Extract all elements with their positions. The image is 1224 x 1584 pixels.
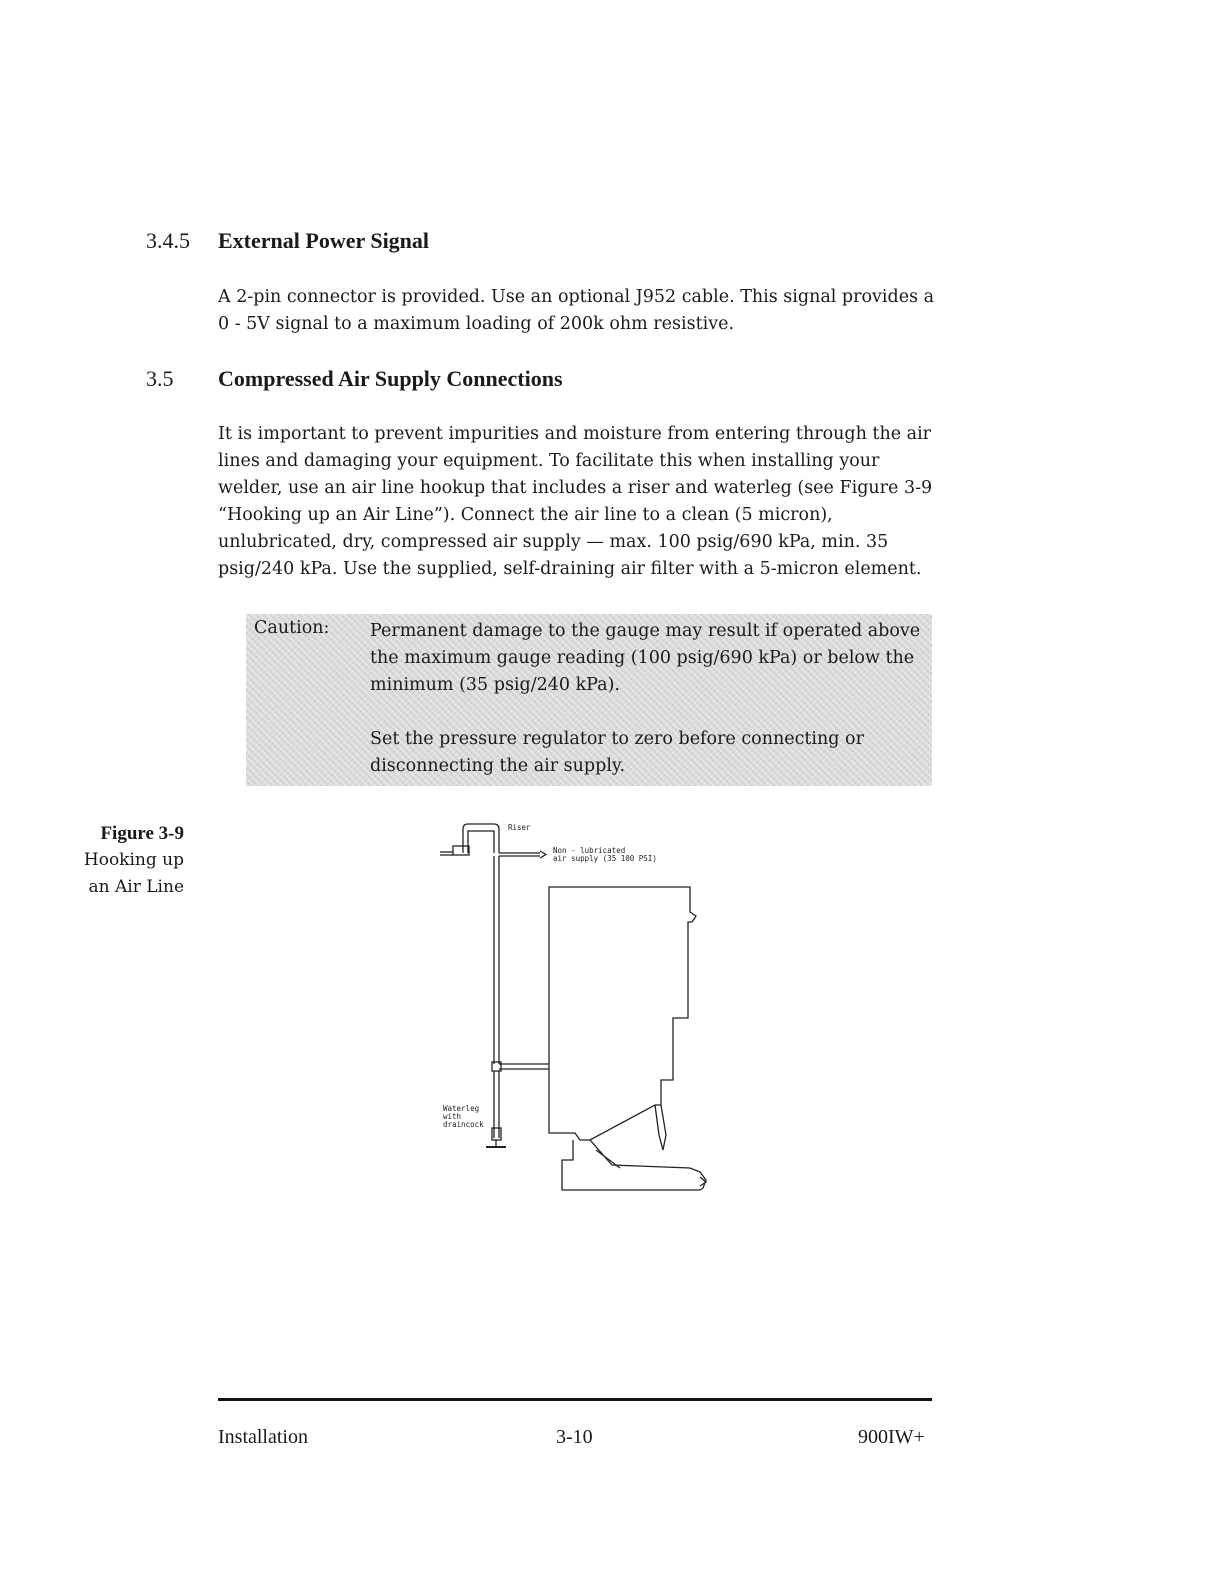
footer-chapter: Installation bbox=[218, 1426, 308, 1448]
waterleg-label: Waterleg bbox=[443, 1104, 480, 1113]
waterleg-label: draincock bbox=[443, 1120, 484, 1129]
figure-caption-line: an Air Line bbox=[88, 877, 184, 897]
section-number: 3.5 bbox=[146, 366, 174, 391]
riser-label: Riser bbox=[508, 823, 531, 832]
section-body: It is important to prevent impurities and moisture from entering through the air lines and damaging your equipment. To facilitate this when installing your welder, use an air line hookup that includes a riser and waterleg (see Figure 3-9 “Hooking up an Air Line”). Connect the air line to a clean (5 micron), unlubricated, dry, compressed air supply — max. 100 psig/690 kPa, min. 35 psig/240 kPa. Use the supplied, self-draining air filter with a 5-micron element. bbox=[218, 424, 933, 579]
figure-caption bbox=[84, 820, 184, 901]
page-number: 3-10 bbox=[556, 1426, 593, 1448]
supply-label: air supply (35 100 PSI) bbox=[553, 854, 657, 863]
caution-paragraph: Permanent damage to the gauge may result if operated above the maximum gauge reading (100 psig/690 kPa) or below the minimum (35 psig/240 kPa). bbox=[370, 621, 921, 695]
section-number: 3.4.5 bbox=[146, 228, 190, 253]
figure-number: Figure 3-9 bbox=[100, 823, 184, 844]
section-title: External Power Signal bbox=[218, 228, 430, 253]
caution-box bbox=[246, 614, 932, 786]
caution-paragraph: Set the pressure regulator to zero before connecting or disconnecting the air supply. bbox=[370, 729, 864, 776]
caution-label: Caution: bbox=[254, 618, 330, 638]
section-body: A 2-pin connector is provided. Use an optional J952 cable. This signal provides a 0 - 5V signal to a maximum loading of 200k ohm resistive. bbox=[218, 287, 935, 334]
waterleg-label: with bbox=[443, 1112, 462, 1121]
section-title: Compressed Air Supply Connections bbox=[218, 366, 563, 391]
footer-rule bbox=[218, 1398, 932, 1401]
welder-outline bbox=[549, 887, 696, 1140]
product-name: 900IW+ bbox=[858, 1426, 925, 1448]
air-line-diagram bbox=[430, 815, 730, 1205]
supply-label: Non - lubricated bbox=[553, 846, 626, 855]
figure-caption-line: Hooking up bbox=[83, 850, 184, 870]
